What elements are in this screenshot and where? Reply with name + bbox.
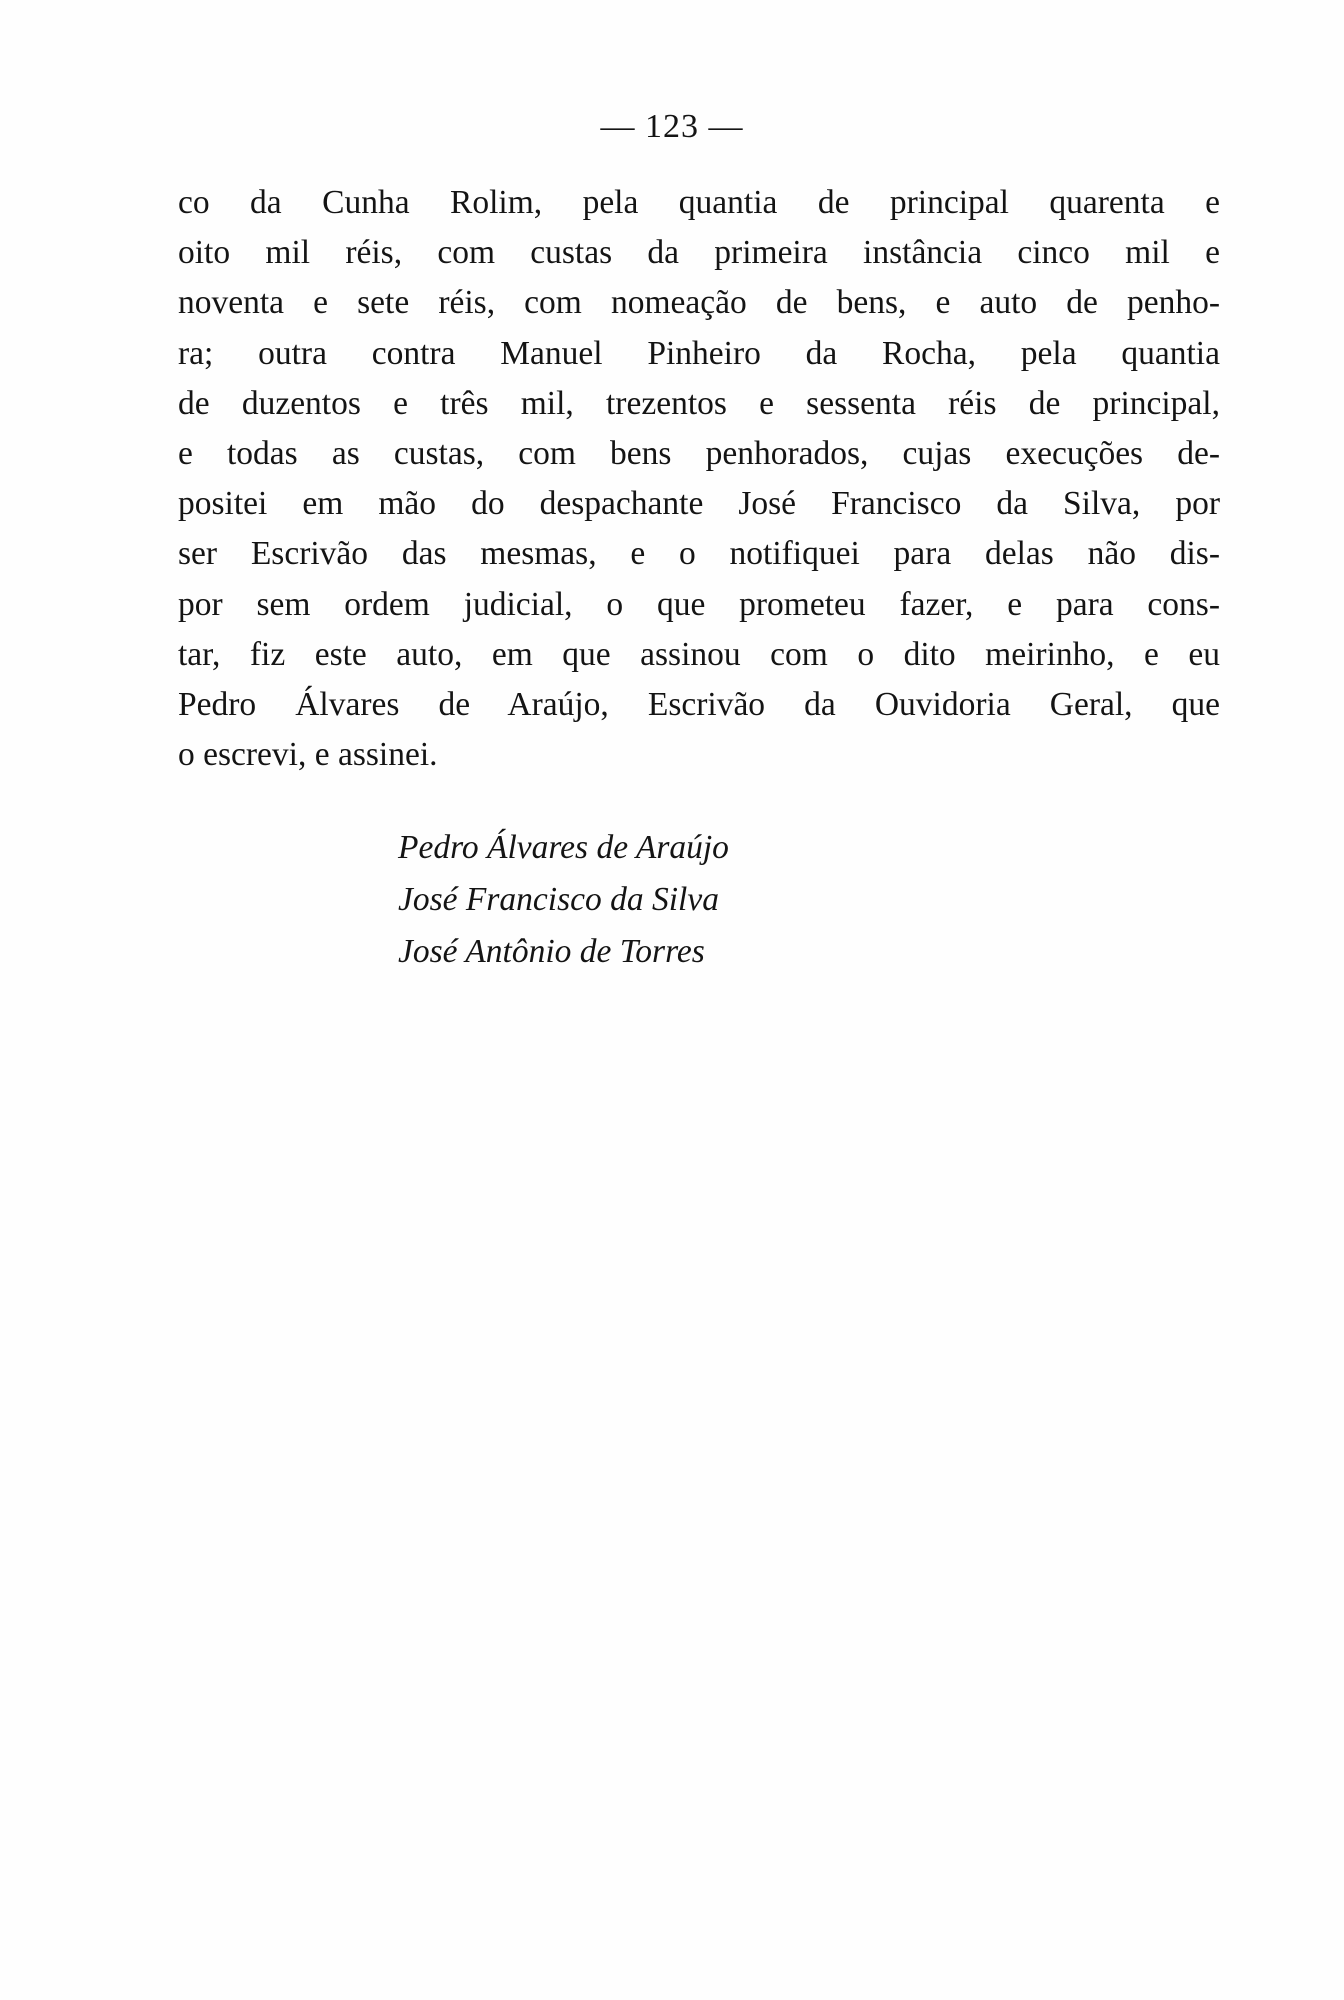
signature-block	[398, 822, 729, 978]
signature-name: José Antônio de Torres	[398, 933, 705, 970]
signature-name: José Francisco da Silva	[398, 881, 719, 918]
text-line: por sem ordem judicial, o que prometeu fazer, e para cons-	[178, 585, 1220, 623]
text-line: e todas as custas, com bens penhorados, cujas execuções de-	[178, 435, 1220, 473]
signature-name: Pedro Álvares de Araújo	[398, 829, 729, 866]
text-line: oito mil réis, com custas da primeira instância cinco mil e	[178, 234, 1220, 272]
body-paragraph	[178, 178, 1220, 780]
text-line: co da Cunha Rolim, pela quantia de principal quarenta e	[178, 184, 1220, 221]
text-line: positei em mão do despachante José Francisco da Silva, por	[178, 485, 1220, 523]
text-line: o escrevi, e assinei.	[178, 736, 438, 774]
text-line: tar, fiz este auto, em que assinou com o dito meirinho, e eu	[178, 635, 1220, 673]
text-line: noventa e sete réis, com nomeação de bens, e auto de penho-	[178, 284, 1220, 322]
text-line: Pedro Álvares de Araújo, Escrivão da Ouvidoria Geral, que	[178, 686, 1220, 724]
text-line: de duzentos e três mil, trezentos e sessenta réis de principal,	[178, 384, 1220, 422]
text-line: ra; outra contra Manuel Pinheiro da Rocha, pela quantia	[178, 334, 1220, 372]
text-line: ser Escrivão das mesmas, e o notifiquei para delas não dis-	[178, 535, 1220, 573]
page-number: — 123 —	[600, 108, 744, 145]
